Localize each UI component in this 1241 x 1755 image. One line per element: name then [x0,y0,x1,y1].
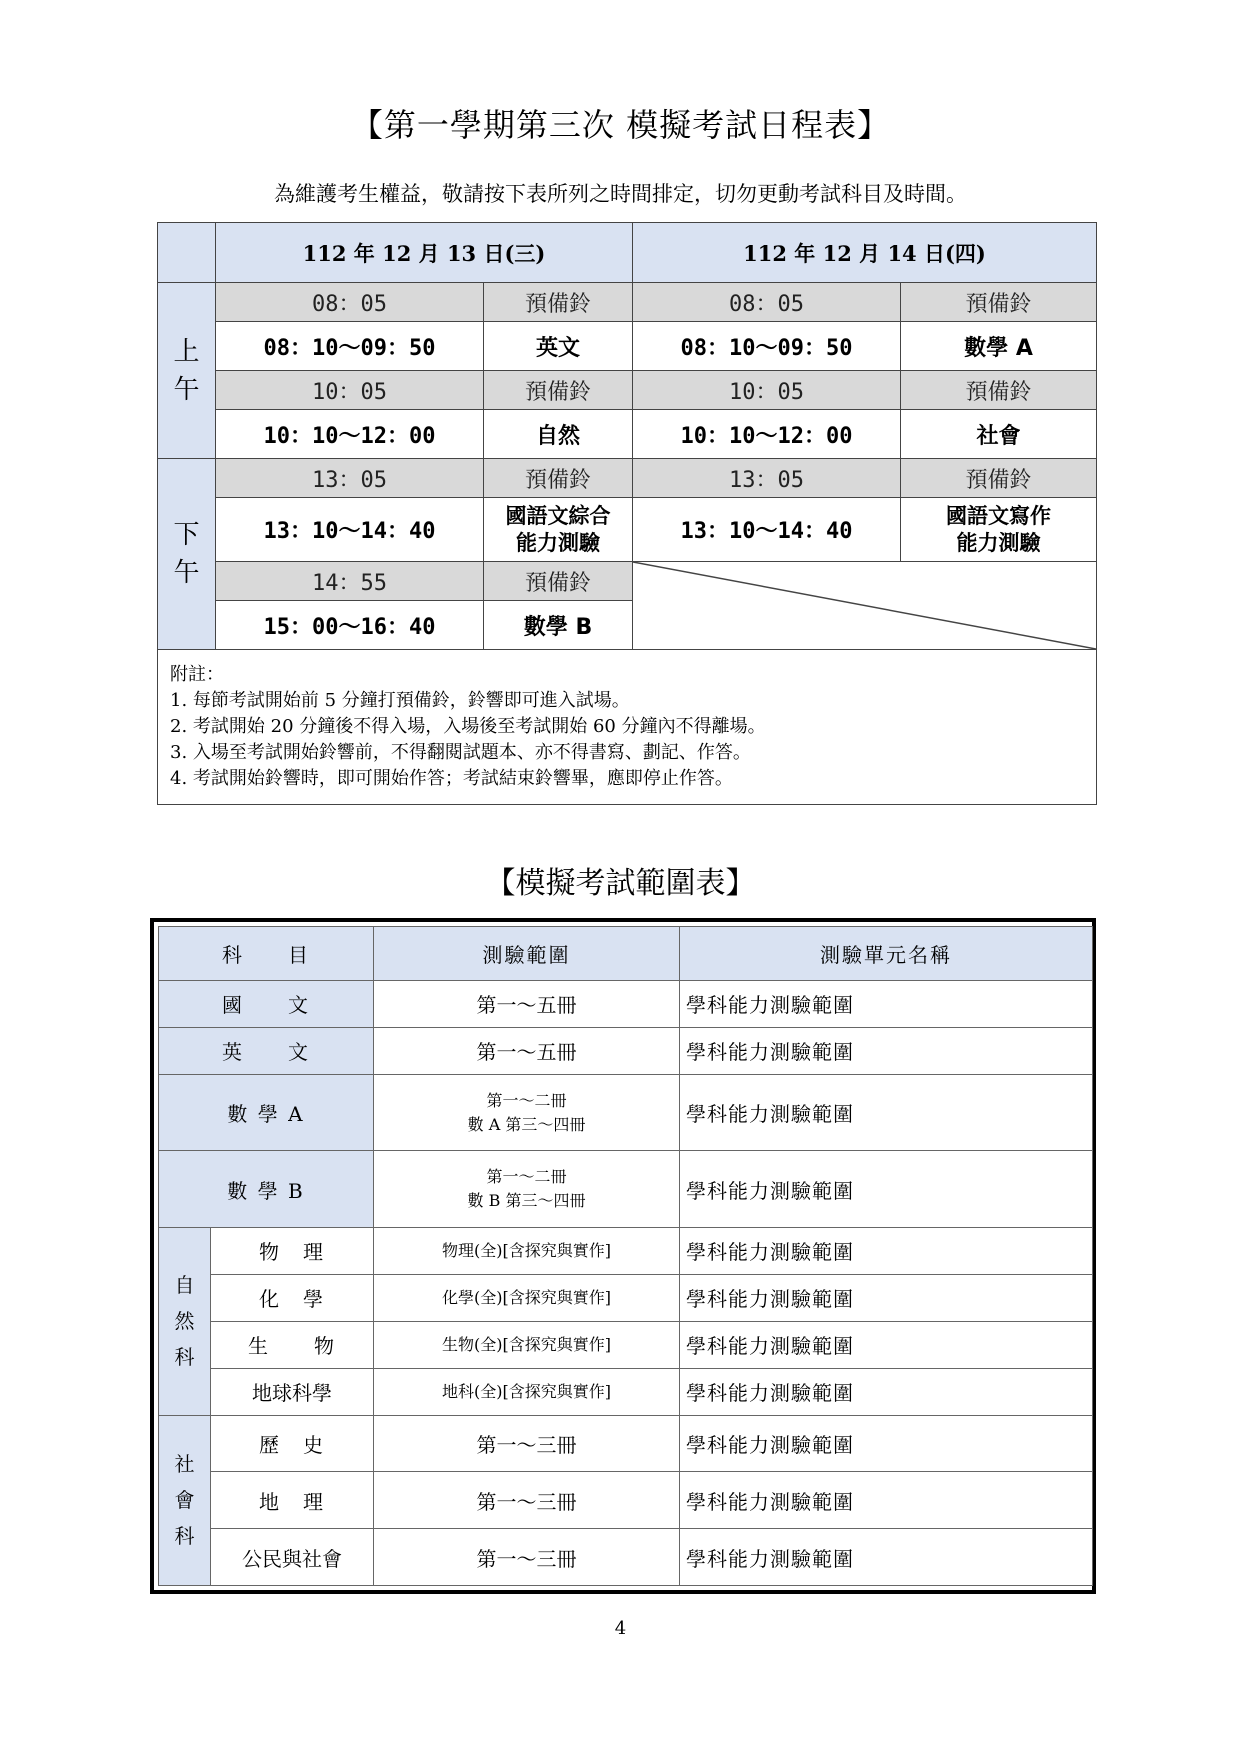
session-time: 08：10～09：50 [633,322,901,371]
range-cell: 第一～五冊 [374,1027,680,1074]
session-subject: 國語文寫作 能力測驗 [901,498,1097,562]
unit-cell: 學科能力測驗範圍 [680,1227,1093,1274]
bell-label: 預備鈴 [484,459,633,498]
bell-time: 08：05 [633,283,901,322]
subject-cell: 公民與社會 [211,1529,374,1586]
bell-label: 預備鈴 [484,371,633,410]
subject-cell: 地球科學 [211,1368,374,1415]
unit-cell: 學科能力測驗範圍 [680,1529,1093,1586]
exam-schedule-table [157,222,1097,805]
bell-time: 14：55 [216,562,484,601]
subject-cell: 地 理 [211,1472,374,1529]
session-time: 10：10～12：00 [216,410,484,459]
range-cell: 第一～三冊 [374,1529,680,1586]
unit-cell: 學科能力測驗範圍 [680,1074,1093,1151]
social-group-label: 社 會 科 [159,1415,211,1585]
diagonal-line [633,562,1096,649]
range-cell: 第一～三冊 [374,1415,680,1472]
session-time: 08：10～09：50 [216,322,484,371]
unit-cell: 學科能力測驗範圍 [680,1151,1093,1228]
morning-label: 上 午 [158,283,216,459]
unit-cell: 學科能力測驗範圍 [680,1027,1093,1074]
subject-cell: 數 學 A [159,1074,374,1151]
bell-label: 預備鈴 [901,459,1097,498]
schedule-corner-cell [158,223,216,283]
range-title: 【模擬考試範圍表】 [485,866,756,901]
subject-cell: 歷 史 [211,1415,374,1472]
header-unit: 測驗單元名稱 [680,927,1093,981]
empty-diagonal-cell [633,562,1097,650]
range-cell: 第一～二冊 數 B 第三～四冊 [374,1151,680,1228]
range-cell: 化學(全)[含探究與實作] [374,1274,680,1321]
note-item: 3. 入場至考試開始鈴響前，不得翻閱試題本、亦不得書寫、劃記、作答。 [170,742,751,763]
notes-cell [158,650,1097,805]
unit-cell: 學科能力測驗範圍 [680,1472,1093,1529]
subject-cell: 國 文 [159,981,374,1028]
note-item: 2. 考試開始 20 分鐘後不得入場，入場後至考試開始 60 分鐘內不得離場。 [170,716,766,737]
bell-time: 13：05 [216,459,484,498]
note-item: 1. 每節考試開始前 5 分鐘打預備鈴，鈴響即可進入試場。 [170,690,630,711]
session-time: 13：10～14：40 [633,498,901,562]
unit-cell: 學科能力測驗範圍 [680,1274,1093,1321]
bell-label: 預備鈴 [901,283,1097,322]
day1-header: 112 年 12 月 13 日(三) [216,223,633,283]
day2-header: 112 年 12 月 14 日(四) [633,223,1097,283]
bell-label: 預備鈴 [484,562,633,601]
bell-time: 08：05 [216,283,484,322]
session-subject: 英文 [484,322,633,371]
schedule-notice: 為維護考生權益，敬請按下表所列之時間排定，切勿更動考試科目及時間。 [274,182,967,206]
exam-range-table [158,926,1093,1586]
unit-cell: 學科能力測驗範圍 [680,1321,1093,1368]
session-time: 15：00～16：40 [216,601,484,650]
session-time: 13：10～14：40 [216,498,484,562]
subject-cell: 物 理 [211,1227,374,1274]
session-subject: 國語文綜合 能力測驗 [484,498,633,562]
session-subject: 數學 A [901,322,1097,371]
note-item: 4. 考試開始鈴響時，即可開始作答；考試結束鈴響畢，應即停止作答。 [170,768,733,789]
subject-cell: 化 學 [211,1274,374,1321]
range-cell: 物理(全)[含探究與實作] [374,1227,680,1274]
afternoon-label: 下 午 [158,459,216,650]
range-cell: 第一～二冊 數 A 第三～四冊 [374,1074,680,1151]
bell-time: 13：05 [633,459,901,498]
notes-title: 附註： [170,664,224,685]
range-table-frame [150,918,1096,1594]
session-time: 10：10～12：00 [633,410,901,459]
session-subject: 自然 [484,410,633,459]
bell-time: 10：05 [633,371,901,410]
subject-cell: 數 學 B [159,1151,374,1228]
header-subject: 科 目 [159,927,374,981]
bell-label: 預備鈴 [901,371,1097,410]
unit-cell: 學科能力測驗範圍 [680,981,1093,1028]
unit-cell: 學科能力測驗範圍 [680,1368,1093,1415]
bell-time: 10：05 [216,371,484,410]
range-cell: 地科(全)[含探究與實作] [374,1368,680,1415]
range-cell: 生物(全)[含探究與實作] [374,1321,680,1368]
science-group-label: 自 然 科 [159,1227,211,1415]
subject-cell: 英 文 [159,1027,374,1074]
bell-label: 預備鈴 [484,283,633,322]
range-cell: 第一～三冊 [374,1472,680,1529]
schedule-title: 【第一學期第三次 模擬考試日程表】 [350,106,891,144]
page-number: 4 [614,1618,627,1639]
range-cell: 第一～五冊 [374,981,680,1028]
subject-cell: 生 物 [211,1321,374,1368]
header-range: 測驗範圍 [374,927,680,981]
session-subject: 社會 [901,410,1097,459]
session-subject: 數學 B [484,601,633,650]
unit-cell: 學科能力測驗範圍 [680,1415,1093,1472]
